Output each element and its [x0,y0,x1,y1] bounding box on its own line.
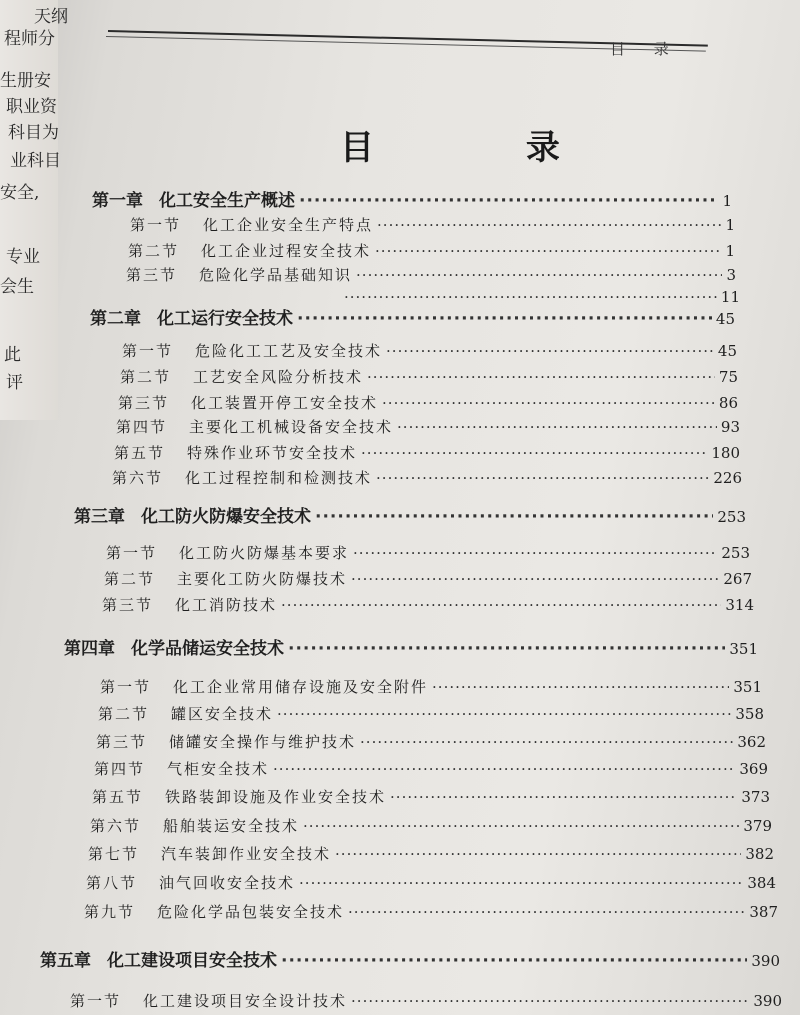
page-number: 93 [720,418,740,436]
left-page-text: 程师分 [4,29,55,49]
left-page-text: 专业 [6,247,40,267]
section-title: 工艺安全风险分析技术 [193,368,364,386]
page-number: 75 [718,368,738,386]
leader-dots [277,705,731,723]
section-number: 第三节 [96,733,148,751]
page-number: 379 [743,817,772,835]
toc-section[interactable] [94,758,768,779]
section-number: 第三节 [118,394,170,412]
leader-dots [335,845,741,863]
leader-dots [315,507,713,527]
section-number: 第六节 [112,469,164,487]
section-number: 第五节 [92,788,144,806]
page-number: 226 [713,469,742,487]
chapter-title: 化工防火防爆安全技术 [141,507,311,527]
section-title: 气柜安全技术 [167,760,270,778]
leader-dots [273,760,735,778]
section-number: 第三节 [102,596,154,614]
leader-dots [361,444,707,462]
section-number: 第九节 [84,903,136,921]
running-head: 目 录 [610,40,681,58]
leader-dots [390,788,737,806]
section-title: 汽车装卸作业安全技术 [161,845,332,863]
section-number: 第一节 [70,992,122,1010]
toc-section[interactable] [70,990,782,1011]
section-number: 第五节 [114,444,166,462]
left-page-text: 评 [6,373,23,393]
left-page-text: 安全, [0,183,40,203]
section-number: 第一节 [130,216,182,234]
left-page-text: 职业资 [6,97,57,117]
page-number: 1 [722,192,732,210]
section-number: 第二节 [120,368,172,386]
toc-section[interactable] [126,264,736,285]
toc-section[interactable] [122,340,737,361]
left-page-text: 此 [4,345,21,365]
chapter-number: 第四章 [64,639,115,659]
page-number: 358 [735,705,764,723]
toc-section[interactable] [118,392,738,413]
leader-dots [299,874,743,892]
page-number: 11 [720,288,740,306]
toc-section[interactable] [90,815,772,836]
toc-section[interactable] [98,703,764,724]
leader-dots [299,191,718,211]
chapter-number: 第三章 [74,507,125,527]
left-page-text: 科目为 [8,123,59,143]
leader-dots [288,639,725,659]
chapter-title: 化工运行安全技术 [157,309,293,329]
section-number: 第二节 [104,570,156,588]
page-number: 384 [747,874,776,892]
chapter-number: 第五章 [40,951,91,971]
section-number: 第一节 [122,342,174,360]
toc-chapter[interactable] [90,304,735,329]
section-number: 第一节 [100,678,152,696]
toc-section[interactable] [116,416,740,437]
section-title: 危险化学品包装安全技术 [157,903,345,921]
leader-dots [297,309,712,329]
section-number: 第一节 [106,544,158,562]
chapter-number: 第一章 [92,191,143,211]
section-number: 第三节 [126,266,178,284]
section-title: 化工装置开停工安全技术 [191,394,379,412]
page-number: 180 [711,444,740,462]
toc-chapter[interactable] [64,634,758,659]
toc-section[interactable] [96,731,766,752]
section-title: 主要化工机械设备安全技术 [189,418,394,436]
page-number: 45 [717,342,737,360]
toc-section[interactable] [88,843,774,864]
section-number: 第二节 [98,705,150,723]
page-number: 45 [715,310,735,328]
toc-section[interactable] [128,240,735,261]
leader-dots [351,992,749,1010]
section-title: 化工企业常用储存设施及安全附件 [173,678,429,696]
section-number: 第七节 [88,845,140,863]
section-title: 化工过程控制和检测技术 [185,469,373,487]
page-number: 1 [725,216,735,234]
leader-dots [377,216,721,234]
page-number: 253 [717,508,746,526]
page-number: 314 [725,596,754,614]
page-number: 362 [737,733,766,751]
chapter-title: 化工安全生产概述 [159,191,295,211]
toc-section[interactable] [112,467,742,488]
toc-chapter[interactable] [40,946,780,971]
chapter-number: 第二章 [90,309,141,329]
section-title: 化工防火防爆基本要求 [179,544,350,562]
section-title: 危险化工工艺及安全技术 [195,342,383,360]
leader-dots [356,266,722,284]
left-page-text: 业科目 [10,151,61,171]
leader-dots [386,342,714,360]
section-title: 化工消防技术 [175,596,278,614]
section-number: 第二节 [128,242,180,260]
toc-section[interactable] [130,214,735,235]
page-number: 390 [751,952,780,970]
toc-section[interactable] [120,366,738,387]
leader-dots [360,733,733,751]
section-title: 化工企业过程安全技术 [201,242,372,260]
left-page-text: 天纲 [34,7,68,27]
toc-section[interactable] [100,676,762,697]
section-number: 第四节 [94,760,146,778]
leader-dots [382,394,715,412]
leader-dots [367,368,715,386]
section-title: 主要化工防火防爆技术 [177,570,348,588]
leader-dots [351,570,719,588]
page-number: 253 [721,544,750,562]
section-title: 储罐安全操作与维护技术 [169,733,357,751]
toc-section[interactable] [102,594,754,615]
page-number: 390 [753,992,782,1010]
section-title: 罐区安全技术 [171,705,274,723]
page-number: 373 [741,788,770,806]
left-page-text: 生册安 [0,71,51,91]
left-page-text: 会生 [0,277,34,297]
leader-dots [348,903,745,921]
section-title: 危险化学品基础知识 [199,266,353,284]
page-number: 369 [739,760,768,778]
leader-dots [281,596,721,614]
leader-dots [397,418,717,436]
section-number: 第六节 [90,817,142,835]
section-title: 特殊作业环节安全技术 [187,444,358,462]
section-title: 化工企业安全生产特点 [203,216,374,234]
toc-section[interactable] [84,901,778,922]
page-number: 267 [723,570,752,588]
page-number: 1 [725,242,735,260]
page-number: 351 [733,678,762,696]
toc-section[interactable] [92,786,770,807]
section-title: 油气回收安全技术 [159,874,296,892]
section-title: 船舶装运安全技术 [163,817,300,835]
page-number: 3 [726,266,736,284]
page-number: 382 [745,845,774,863]
toc-chapter[interactable] [74,502,746,527]
leader-dots [353,544,717,562]
section-number: 第八节 [86,874,138,892]
chapter-title: 化学品储运安全技术 [131,639,284,659]
page-title: 目 录 [340,128,630,168]
leader-dots [375,242,721,260]
toc-section[interactable] [86,872,776,893]
section-number: 第四节 [116,418,168,436]
leader-dots [432,678,729,696]
leader-dots [281,951,747,971]
section-title: 化工建设项目安全设计技术 [143,992,348,1010]
toc-section[interactable] [106,542,750,563]
section-title: 铁路装卸设施及作业安全技术 [165,788,387,806]
toc-section[interactable] [114,442,740,463]
leader-dots [303,817,739,835]
toc-section[interactable] [104,568,752,589]
toc-chapter[interactable] [92,186,732,211]
page-number: 86 [718,394,738,412]
leader-dots [376,469,709,487]
adjacent-page [0,0,68,420]
page-number: 387 [749,903,778,921]
page-number: 351 [729,640,758,658]
chapter-title: 化工建设项目安全技术 [107,951,277,971]
